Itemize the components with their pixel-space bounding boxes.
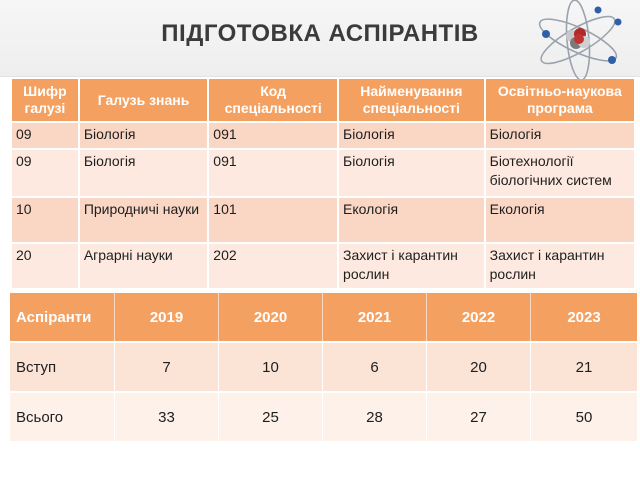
table-cell: 21 <box>530 341 637 391</box>
table-cell: Захист і карантин рослин <box>486 244 634 288</box>
table-cell: 50 <box>530 391 637 441</box>
table-cell: Природничі науки <box>80 198 207 242</box>
table-cell: 20 <box>12 244 78 288</box>
table-cell: 27 <box>426 391 530 441</box>
table-row <box>12 198 634 242</box>
table-row <box>12 123 634 148</box>
table-cell: Захист і карантин рослин <box>339 244 484 288</box>
table-cell: 20 <box>426 341 530 391</box>
table-cell: Екологія <box>339 198 484 242</box>
table-header-row <box>12 79 634 121</box>
page-title: ПІДГОТОВКА АСПІРАНТІВ <box>161 20 479 47</box>
column-header: Галузь знань <box>80 79 207 121</box>
table-row <box>10 391 637 441</box>
table-cell: Біотехнології біологічних систем <box>486 150 634 196</box>
table-cell: 091 <box>209 123 337 148</box>
table-cell: 7 <box>114 341 218 391</box>
column-header: Найменування спеціальності <box>339 79 484 121</box>
table-cell: 6 <box>322 341 426 391</box>
column-header: Освітньо-наукова програма <box>486 79 634 121</box>
row-label: Вступ <box>10 341 114 391</box>
column-header: 2023 <box>530 293 637 341</box>
row-label: Всього <box>10 391 114 441</box>
column-header: 2019 <box>114 293 218 341</box>
table-cell: 202 <box>209 244 337 288</box>
specialties-table <box>10 77 636 290</box>
aspirants-table <box>10 293 637 441</box>
table-cell: Біологія <box>80 123 207 148</box>
atom-icon <box>532 0 640 80</box>
column-header: 2022 <box>426 293 530 341</box>
column-header: 2020 <box>218 293 322 341</box>
table-cell: 28 <box>322 391 426 441</box>
table-cell: Біологія <box>339 123 484 148</box>
table-row <box>12 244 634 288</box>
table-cell: 33 <box>114 391 218 441</box>
table-cell: 091 <box>209 150 337 196</box>
table-cell: 25 <box>218 391 322 441</box>
table-cell: Біологія <box>339 150 484 196</box>
table-cell: 10 <box>218 341 322 391</box>
table-cell: Біологія <box>486 123 634 148</box>
table-cell: Аграрні науки <box>80 244 207 288</box>
table-cell: 09 <box>12 150 78 196</box>
table-header-row <box>10 293 637 341</box>
column-header: 2021 <box>322 293 426 341</box>
table-cell: 10 <box>12 198 78 242</box>
table-cell: Біологія <box>80 150 207 196</box>
column-header: Код спеціальності <box>209 79 337 121</box>
table-row <box>10 341 637 391</box>
table-cell: 101 <box>209 198 337 242</box>
table-cell: 09 <box>12 123 78 148</box>
column-header: Шифр галузі <box>12 79 78 121</box>
header-bar <box>0 0 640 77</box>
table-row <box>12 150 634 196</box>
table-cell: Екологія <box>486 198 634 242</box>
column-header: Аспіранти <box>10 293 114 341</box>
